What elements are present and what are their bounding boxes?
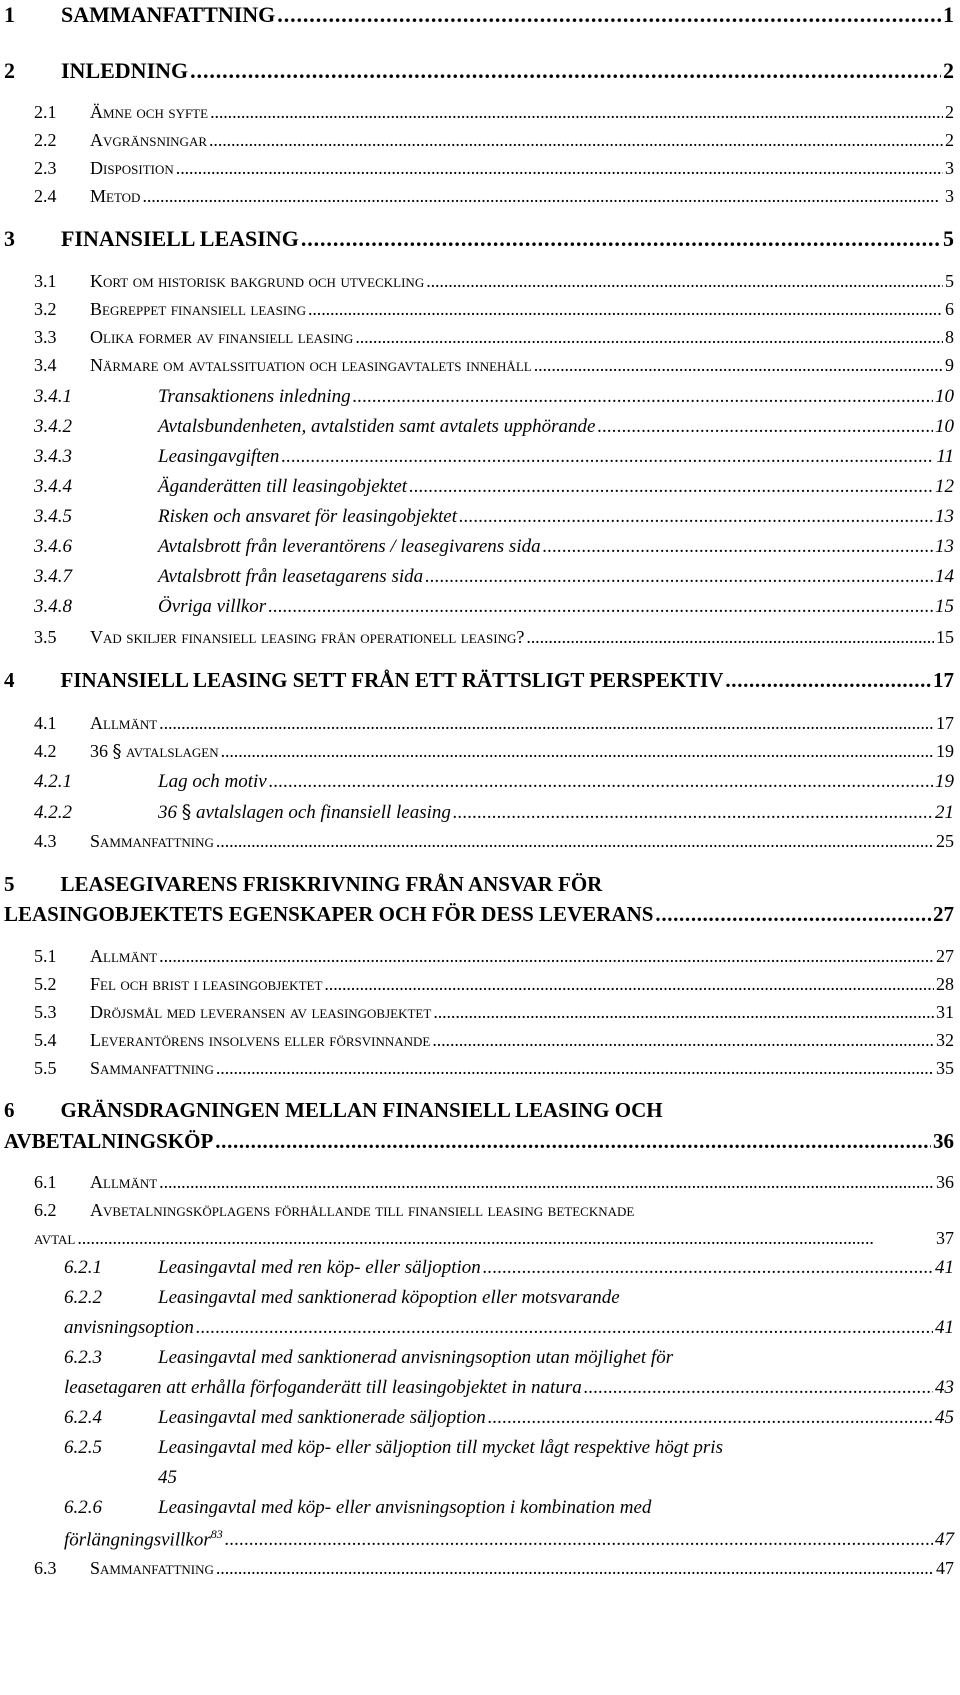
toc-title: Ämne och syfte [90,102,209,122]
paragraph-sign: § [112,741,122,762]
toc-title: Äganderätten till leasingobjektet [158,476,408,497]
toc-title: GRÄNSDRAGNINGEN MELLAN FINANSIELL LEASING OCH [60,1098,663,1122]
toc-entry-3-4-5[interactable] [34,506,954,528]
toc-number: 3.4.2 [34,416,72,437]
toc-page: 36 [936,1172,954,1192]
toc-page: 13 [935,506,954,527]
toc-page: 3 [945,158,954,178]
toc-title: Fel och brist i leasingobjektet [90,974,323,994]
leader-dots [543,536,933,558]
toc-entry-6-2-5-line1[interactable] [64,1437,723,1459]
toc-page: 2 [945,102,954,122]
toc-entry-3-5[interactable] [34,627,954,648]
leader-dots [426,271,943,292]
toc-number: 2.1 [34,102,57,122]
leader-dots [277,2,941,28]
toc-entry-5-3[interactable] [34,1002,954,1023]
leader-dots [453,802,933,824]
leader-dots [190,58,941,84]
toc-page: 17 [933,668,954,692]
toc-number: 6.2.4 [64,1407,102,1428]
leader-dots [425,566,933,588]
leader-dots [433,1002,934,1023]
toc-entry-3-4-4[interactable] [34,476,954,498]
toc-page: 2 [943,58,954,83]
toc-number: 5.2 [34,974,57,994]
leader-dots [355,327,943,348]
toc-number: 6.2.5 [64,1437,102,1458]
toc-number: 6.3 [34,1558,57,1578]
toc-title: Risken och ansvaret för leasingobjektet [158,506,457,527]
leader-dots [526,627,934,648]
toc-entry-6-2-4[interactable] [64,1407,954,1429]
toc-number: 4 [4,668,15,692]
toc-number: 6.2.3 [64,1347,102,1368]
toc-page: 43 [935,1377,954,1398]
toc-title-continued: LEASINGOBJEKTETS EGENSKAPER OCH FÖR DESS LEVERANS [4,902,654,926]
toc-page: 11 [936,446,954,467]
toc-page: 14 [935,566,954,587]
toc-page: 9 [945,355,954,375]
leader-dots [459,506,933,528]
toc-page: 31 [936,1002,954,1022]
toc-entry-4-2-1[interactable] [34,771,954,793]
leader-dots [488,1407,933,1429]
toc-page: 47 [936,1558,954,1578]
toc-entry-5-2[interactable] [34,974,954,995]
toc-entry-3[interactable] [4,226,954,252]
toc-page: 13 [935,536,954,557]
toc-title: FINANSIELL LEASING SETT FRÅN ETT RÄTTSLIGT PERSPEKTIV [60,668,724,692]
toc-entry-2-4[interactable] [34,186,954,207]
leader-dots [281,446,934,468]
toc-title-prefix: 36 [158,802,177,823]
toc-number: 5 [4,872,15,896]
toc-number: 3.2 [34,299,57,319]
toc-number: 4.3 [34,831,57,851]
toc-title-continued: avtal [34,1228,76,1248]
toc-page: 5 [945,271,954,291]
toc-title: Transaktionens inledning [158,386,351,407]
toc-page: 28 [936,974,954,994]
leader-dots [725,668,931,693]
toc-number: 5.4 [34,1030,57,1050]
toc-number: 3.4.3 [34,446,72,467]
leader-dots [216,1558,934,1579]
toc-title: INLEDNING [61,58,189,83]
toc-title: Begreppet finansiell leasing [90,299,306,319]
toc-entry-4-3[interactable] [34,831,954,852]
toc-number: 6.1 [34,1172,57,1192]
toc-number: 2.4 [34,186,57,206]
toc-entry-3-1[interactable] [34,271,954,292]
toc-title: Avbetalningsköplagens förhållande till finansiell leasing betecknade [90,1200,635,1220]
leader-dots [534,355,943,376]
toc-title: Leasingavtal med sanktionerad köpoption eller motsvarande [158,1287,620,1308]
leader-dots [159,713,934,734]
toc-title-continued: AVBETALNINGSKÖP [4,1129,214,1153]
toc-title: avtalslagen [126,741,219,761]
toc-number: 3.5 [34,627,57,647]
toc-entry-1[interactable] [4,2,954,28]
toc-page: 10 [935,386,954,407]
leader-dots [225,1529,933,1551]
toc-title: Kort om historisk bakgrund och utveckling [90,271,425,291]
toc-number: 6.2.6 [64,1497,102,1518]
leader-dots [308,299,943,320]
toc-title: Avgränsningar [90,130,208,150]
toc-page: 41 [935,1257,954,1278]
toc-page: 6 [945,299,954,319]
toc-page: 15 [936,627,954,647]
toc-title: Allmänt [90,1172,158,1192]
toc-entry-6-2-2[interactable] [64,1317,954,1339]
leader-dots [655,902,931,927]
leader-dots [584,1377,933,1399]
toc-entry-6-2-line1[interactable] [34,1200,634,1221]
toc-entry-6-2-2-line1[interactable] [64,1287,620,1309]
toc-title: Avtalsbundenheten, avtalstiden samt avtalets upphörande [158,416,596,437]
toc-page: 19 [935,771,954,792]
toc-page: 5 [943,226,954,251]
toc-title: Olika former av finansiell leasing [90,327,354,347]
toc-number: 3.4.7 [34,566,72,587]
toc-title: Sammanfattning [90,1058,214,1078]
toc-entry-4-2[interactable] [34,741,954,762]
toc-entry-4-1[interactable] [34,713,954,734]
toc-number: 6 [4,1098,15,1122]
toc-page: 37 [936,1228,954,1248]
toc-title: avtalslagen och finansiell leasing [196,802,451,823]
toc-entry-6[interactable] [4,1129,954,1154]
toc-entry-3-4[interactable] [34,355,954,376]
toc-entry-4[interactable] [4,668,954,693]
toc-entry-6-2-6[interactable] [64,1527,954,1551]
toc-title: Leasingavgiften [158,446,280,467]
toc-title-continued: förlängningsvillkor [64,1529,211,1551]
toc-title: Lag och motiv [158,771,267,792]
toc-page: 3 [945,186,954,206]
toc-title-continued: leasetagaren att erhålla förfoganderätt till leasingobjektet in natura [64,1377,582,1398]
toc-entry-5-4[interactable] [34,1030,954,1051]
toc-title: Övriga villkor [158,596,267,617]
toc-number: 3.4 [34,355,57,375]
leader-dots [196,1317,933,1339]
footnote-marker: 83 [210,1527,223,1541]
toc-title: LEASEGIVARENS FRISKRIVNING FRÅN ANSVAR FÖR [60,872,603,896]
leader-dots [216,831,934,852]
leader-dots [77,1228,934,1249]
toc-page: 17 [936,713,954,733]
toc-entry-6-2-1[interactable] [64,1257,954,1279]
leader-dots [409,476,933,498]
toc-page: 12 [935,476,954,497]
toc-entry-6-2-6-line1[interactable] [64,1497,651,1519]
toc-number: 3.4.1 [34,386,72,407]
leader-dots [324,974,934,995]
toc-page: 1 [943,2,954,27]
toc-entry-6-1[interactable] [34,1172,954,1193]
toc-title: Leverantörens insolvens eller försvinnande [90,1030,431,1050]
toc-page: 25 [936,831,954,851]
toc-title: Närmare om avtalssituation och leasingavtalets innehåll [90,355,532,375]
toc-entry-3-4-1[interactable] [34,386,954,408]
leader-dots [215,1129,931,1154]
toc-entry-5-1[interactable] [34,946,954,967]
toc-entry-6-2-5-page[interactable]: 45 [158,1467,177,1488]
toc-entry-6-2-3-line1[interactable] [64,1347,673,1369]
toc-number: 3.3 [34,327,57,347]
toc-number: 3.4.4 [34,476,72,497]
toc-page: 27 [936,946,954,966]
toc-page: 10 [935,416,954,437]
toc-entry-3-4-3[interactable] [34,446,954,468]
toc-page: 19 [936,741,954,761]
toc-entry-6-2[interactable] [34,1228,954,1249]
toc-entry-6-2-3[interactable] [64,1377,954,1399]
toc-title: FINANSIELL LEASING [61,226,299,251]
toc-page: 21 [935,802,954,823]
toc-title: Leasingavtal med sanktionerad anvisningsoption utan möjlighet för [158,1347,674,1368]
toc-page: 47 [935,1529,954,1551]
toc-entry-2-1[interactable] [34,102,954,123]
leader-dots [432,1030,934,1051]
toc-number: 4.2.1 [34,771,72,792]
toc-number: 3 [4,226,15,251]
toc-page: 36 [933,1129,954,1153]
toc-number: 4.2.2 [34,802,72,823]
toc-title: Disposition [90,158,174,178]
toc-page: 2 [945,130,954,150]
toc-entry-2-3[interactable] [34,158,954,179]
toc-title-prefix: 36 [90,741,108,761]
toc-entry-3-3[interactable] [34,327,954,348]
toc-title: Metod [90,186,141,206]
toc-entry-2[interactable] [4,58,954,84]
leader-dots [210,102,943,123]
toc-number: 1 [4,2,15,27]
toc-number: 5.5 [34,1058,57,1078]
toc-entry-4-2-2[interactable] [34,801,954,824]
leader-dots [268,596,933,618]
leader-dots [269,771,933,793]
toc-title: Sammanfattning [90,831,214,851]
toc-page: 35 [936,1058,954,1078]
toc-page: 41 [935,1317,954,1338]
leader-dots [483,1257,933,1279]
leader-dots [597,416,933,438]
toc-title: Avtalsbrott från leverantörens / leasegivarens sida [158,536,541,557]
leader-dots [159,946,934,967]
toc-title-continued: anvisningsoption [64,1317,194,1338]
toc-title: Dröjsmål med leveransen av leasingobjektet [90,1002,432,1022]
toc-number: 2.3 [34,158,57,178]
toc-number: 2.2 [34,130,57,150]
toc-entry-6-line1[interactable] [4,1098,663,1123]
toc-title: Allmänt [90,713,158,733]
toc-entry-5[interactable] [4,902,954,927]
toc-number: 4.1 [34,713,57,733]
toc-entry-5-5[interactable] [34,1058,954,1079]
toc-entry-3-4-6[interactable] [34,536,954,558]
toc-number: 6.2 [34,1200,57,1220]
toc-page: 15 [935,596,954,617]
toc-title: Leasingavtal med sanktionerade säljoption [158,1407,486,1428]
paragraph-sign: § [181,801,192,823]
toc-number: 4.2 [34,741,57,761]
leader-dots [209,130,943,151]
toc-entry-3-4-8[interactable] [34,596,954,618]
toc-title: Vad skiljer finansiell leasing från operationell leasing? [90,627,525,647]
toc-number: 6.2.2 [64,1287,102,1308]
toc-page: 32 [936,1030,954,1050]
toc-number: 5.1 [34,946,57,966]
toc-entry-5-line1[interactable] [4,872,602,897]
toc-title: Leasingavtal med köp- eller anvisningsoption i kombination med [158,1497,652,1518]
toc-title: Sammanfattning [90,1558,214,1578]
toc-number: 5.3 [34,1002,57,1022]
toc-entry-3-2[interactable] [34,299,954,320]
leader-dots [142,186,943,207]
toc-number: 3.4.6 [34,536,72,557]
toc-title: Leasingavtal med ren köp- eller säljoption [158,1257,481,1278]
toc-entry-2-2[interactable] [34,130,954,151]
leader-dots [353,386,933,408]
leader-dots [176,158,943,179]
toc-number: 3.4.8 [34,596,72,617]
toc-number: 3.4.5 [34,506,72,527]
toc-title: SAMMANFATTNING [61,2,276,27]
leader-dots [221,741,934,762]
toc-entry-3-4-2[interactable] [34,416,954,438]
toc-title: Allmänt [90,946,158,966]
toc-page: 8 [945,327,954,347]
toc-title: Leasingavtal med köp- eller säljoption till mycket lågt respektive högt pris [158,1437,723,1458]
toc-number: 2 [4,58,15,83]
toc-title: Avtalsbrott från leasetagarens sida [158,566,424,587]
leader-dots [301,226,941,252]
toc-page: 27 [933,902,954,926]
toc-number: 3.1 [34,271,57,291]
toc-number: 6.2.1 [64,1257,102,1278]
toc-entry-6-3[interactable] [34,1558,954,1579]
leader-dots [159,1172,934,1193]
toc-entry-3-4-7[interactable] [34,566,954,588]
toc-page: 45 [935,1407,954,1428]
leader-dots [216,1058,934,1079]
